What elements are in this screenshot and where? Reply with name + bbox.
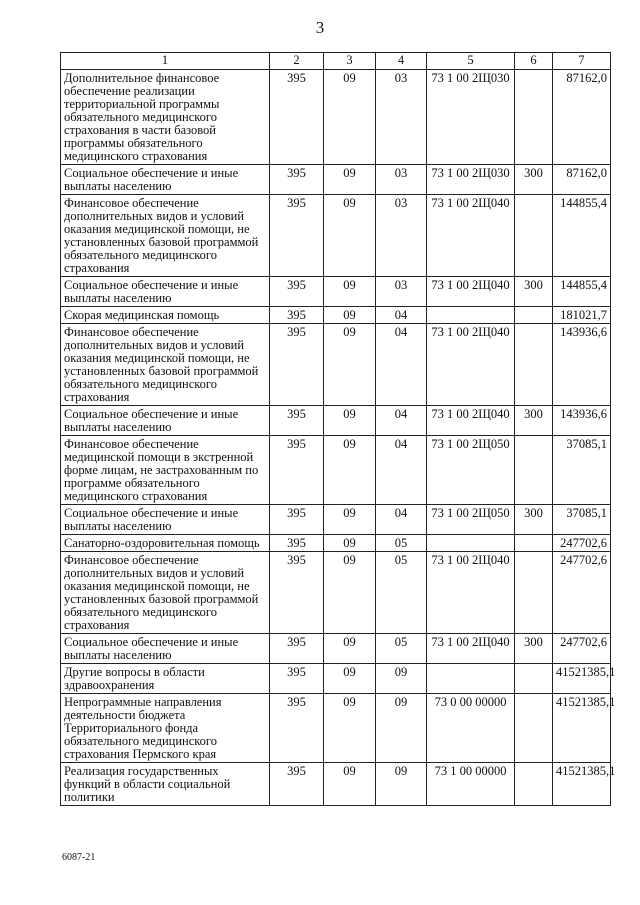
row-target-article-cell: 73 1 00 2Щ050 bbox=[427, 436, 515, 505]
row-amount-cell: 144855,4 bbox=[553, 195, 611, 277]
row-name-cell: Социальное обеспечение и иные выплаты населению bbox=[61, 634, 270, 664]
row-subsection-cell: 04 bbox=[376, 505, 427, 535]
row-section-cell: 09 bbox=[324, 505, 376, 535]
table-row bbox=[61, 277, 611, 307]
row-expense-type-cell: 300 bbox=[515, 634, 553, 664]
table-row bbox=[61, 324, 611, 406]
row-section-cell: 09 bbox=[324, 324, 376, 406]
row-amount-cell: 143936,6 bbox=[553, 324, 611, 406]
row-admin-code-cell: 395 bbox=[270, 307, 324, 324]
row-section-cell: 09 bbox=[324, 763, 376, 806]
row-subsection-cell: 09 bbox=[376, 694, 427, 763]
row-subsection-cell: 05 bbox=[376, 535, 427, 552]
row-name-cell: Социальное обеспечение и иные выплаты населению bbox=[61, 406, 270, 436]
row-expense-type-cell bbox=[515, 535, 553, 552]
row-subsection-cell: 05 bbox=[376, 634, 427, 664]
row-amount-cell: 37085,1 bbox=[553, 436, 611, 505]
row-admin-code-cell: 395 bbox=[270, 195, 324, 277]
row-expense-type-cell bbox=[515, 664, 553, 694]
row-name-cell: Финансовое обеспечение дополнительных видов и условий оказания медицинской помощи, не установленных базовой программой обязательного медицинского страхования bbox=[61, 324, 270, 406]
row-section-cell: 09 bbox=[324, 634, 376, 664]
row-subsection-cell: 04 bbox=[376, 436, 427, 505]
row-admin-code-cell: 395 bbox=[270, 664, 324, 694]
row-subsection-cell: 04 bbox=[376, 406, 427, 436]
row-section-cell: 09 bbox=[324, 436, 376, 505]
document-code: 6087-21 bbox=[62, 852, 96, 863]
row-section-cell: 09 bbox=[324, 195, 376, 277]
row-target-article-cell: 73 1 00 2Щ030 bbox=[427, 70, 515, 165]
page-number: 3 bbox=[315, 18, 325, 37]
row-name-cell: Финансовое обеспечение дополнительных видов и условий оказания медицинской помощи, не установленных базовой программой обязательного медицинского страхования bbox=[61, 195, 270, 277]
row-section-cell: 09 bbox=[324, 552, 376, 634]
row-subsection-cell: 09 bbox=[376, 763, 427, 806]
row-admin-code-cell: 395 bbox=[270, 165, 324, 195]
row-name-cell: Дополнительное финансовое обеспечение реализации территориальной программы обязательного медицинского страхования в части базовой программы обязательного медицинского страхования bbox=[61, 70, 270, 165]
row-target-article-cell: 73 1 00 2Щ040 bbox=[427, 552, 515, 634]
row-subsection-cell: 05 bbox=[376, 552, 427, 634]
table-row bbox=[61, 195, 611, 277]
row-admin-code-cell: 395 bbox=[270, 505, 324, 535]
row-amount-cell: 247702,6 bbox=[553, 634, 611, 664]
row-amount-cell: 181021,7 bbox=[553, 307, 611, 324]
row-subsection-cell: 09 bbox=[376, 664, 427, 694]
header-cell-3: 3 bbox=[324, 53, 376, 70]
row-expense-type-cell bbox=[515, 552, 553, 634]
row-admin-code-cell: 395 bbox=[270, 552, 324, 634]
row-admin-code-cell: 395 bbox=[270, 634, 324, 664]
row-target-article-cell: 73 1 00 2Щ040 bbox=[427, 634, 515, 664]
row-section-cell: 09 bbox=[324, 70, 376, 165]
row-admin-code-cell: 395 bbox=[270, 436, 324, 505]
row-target-article-cell: 73 1 00 2Щ050 bbox=[427, 505, 515, 535]
row-amount-cell: 144855,4 bbox=[553, 277, 611, 307]
table-row bbox=[61, 436, 611, 505]
row-section-cell: 09 bbox=[324, 535, 376, 552]
row-admin-code-cell: 395 bbox=[270, 277, 324, 307]
row-expense-type-cell bbox=[515, 307, 553, 324]
row-amount-cell: 41521385,1 bbox=[553, 763, 611, 806]
row-section-cell: 09 bbox=[324, 165, 376, 195]
row-name-cell: Санаторно-оздоровительная помощь bbox=[61, 535, 270, 552]
row-name-cell: Финансовое обеспечение дополнительных видов и условий оказания медицинской помощи, не установленных базовой программой обязательного медицинского страхования bbox=[61, 552, 270, 634]
table-row bbox=[61, 535, 611, 552]
row-expense-type-cell bbox=[515, 195, 553, 277]
row-name-cell: Социальное обеспечение и иные выплаты населению bbox=[61, 505, 270, 535]
row-section-cell: 09 bbox=[324, 694, 376, 763]
row-subsection-cell: 04 bbox=[376, 307, 427, 324]
header-cell-7: 7 bbox=[553, 53, 611, 70]
table-row bbox=[61, 552, 611, 634]
row-target-article-cell: 73 1 00 2Щ040 bbox=[427, 195, 515, 277]
row-target-article-cell: 73 1 00 2Щ040 bbox=[427, 324, 515, 406]
row-target-article-cell: 73 1 00 2Щ040 bbox=[427, 406, 515, 436]
row-amount-cell: 41521385,1 bbox=[553, 694, 611, 763]
table-row bbox=[61, 406, 611, 436]
row-name-cell: Финансовое обеспечение медицинской помощи в экстренной форме лицам, не застрахованным по программе обязательного медицинского страхования bbox=[61, 436, 270, 505]
row-expense-type-cell bbox=[515, 694, 553, 763]
budget-table bbox=[60, 52, 616, 806]
row-target-article-cell: 73 1 00 2Щ040 bbox=[427, 277, 515, 307]
row-admin-code-cell: 395 bbox=[270, 535, 324, 552]
row-admin-code-cell: 395 bbox=[270, 694, 324, 763]
row-name-cell: Скорая медицинская помощь bbox=[61, 307, 270, 324]
row-expense-type-cell: 300 bbox=[515, 277, 553, 307]
header-cell-4: 4 bbox=[376, 53, 427, 70]
row-admin-code-cell: 395 bbox=[270, 324, 324, 406]
table-row bbox=[61, 763, 611, 806]
row-target-article-cell bbox=[427, 664, 515, 694]
row-section-cell: 09 bbox=[324, 277, 376, 307]
row-amount-cell: 247702,6 bbox=[553, 552, 611, 634]
row-expense-type-cell bbox=[515, 324, 553, 406]
row-admin-code-cell: 395 bbox=[270, 70, 324, 165]
row-section-cell: 09 bbox=[324, 406, 376, 436]
row-admin-code-cell: 395 bbox=[270, 406, 324, 436]
row-target-article-cell: 73 0 00 00000 bbox=[427, 694, 515, 763]
row-name-cell: Социальное обеспечение и иные выплаты населению bbox=[61, 277, 270, 307]
row-amount-cell: 143936,6 bbox=[553, 406, 611, 436]
header-cell-5: 5 bbox=[427, 53, 515, 70]
row-amount-cell: 247702,6 bbox=[553, 535, 611, 552]
row-name-cell: Непрограммные направления деятельности бюджета Территориального фонда обязательного медицинского страхования Пермского края bbox=[61, 694, 270, 763]
row-amount-cell: 87162,0 bbox=[553, 165, 611, 195]
row-subsection-cell: 03 bbox=[376, 195, 427, 277]
row-admin-code-cell: 395 bbox=[270, 763, 324, 806]
table-row bbox=[61, 165, 611, 195]
row-target-article-cell: 73 1 00 00000 bbox=[427, 763, 515, 806]
header-cell-1: 1 bbox=[61, 53, 270, 70]
table-row bbox=[61, 694, 611, 763]
table-row bbox=[61, 664, 611, 694]
row-amount-cell: 41521385,1 bbox=[553, 664, 611, 694]
table-row bbox=[61, 634, 611, 664]
row-name-cell: Реализация государственных функций в области социальной политики bbox=[61, 763, 270, 806]
table-row bbox=[61, 307, 611, 324]
row-expense-type-cell bbox=[515, 70, 553, 165]
header-cell-2: 2 bbox=[270, 53, 324, 70]
row-expense-type-cell bbox=[515, 763, 553, 806]
table-header-row bbox=[61, 53, 611, 70]
row-expense-type-cell: 300 bbox=[515, 505, 553, 535]
row-amount-cell: 37085,1 bbox=[553, 505, 611, 535]
row-name-cell: Другие вопросы в области здравоохранения bbox=[61, 664, 270, 694]
row-name-cell: Социальное обеспечение и иные выплаты населению bbox=[61, 165, 270, 195]
row-expense-type-cell: 300 bbox=[515, 406, 553, 436]
table-row bbox=[61, 70, 611, 165]
row-subsection-cell: 03 bbox=[376, 277, 427, 307]
row-target-article-cell: 73 1 00 2Щ030 bbox=[427, 165, 515, 195]
row-expense-type-cell: 300 bbox=[515, 165, 553, 195]
row-section-cell: 09 bbox=[324, 307, 376, 324]
row-amount-cell: 87162,0 bbox=[553, 70, 611, 165]
row-target-article-cell bbox=[427, 307, 515, 324]
row-expense-type-cell bbox=[515, 436, 553, 505]
row-section-cell: 09 bbox=[324, 664, 376, 694]
row-subsection-cell: 03 bbox=[376, 165, 427, 195]
header-cell-6: 6 bbox=[515, 53, 553, 70]
row-subsection-cell: 04 bbox=[376, 324, 427, 406]
row-target-article-cell bbox=[427, 535, 515, 552]
row-subsection-cell: 03 bbox=[376, 70, 427, 165]
table-row bbox=[61, 505, 611, 535]
